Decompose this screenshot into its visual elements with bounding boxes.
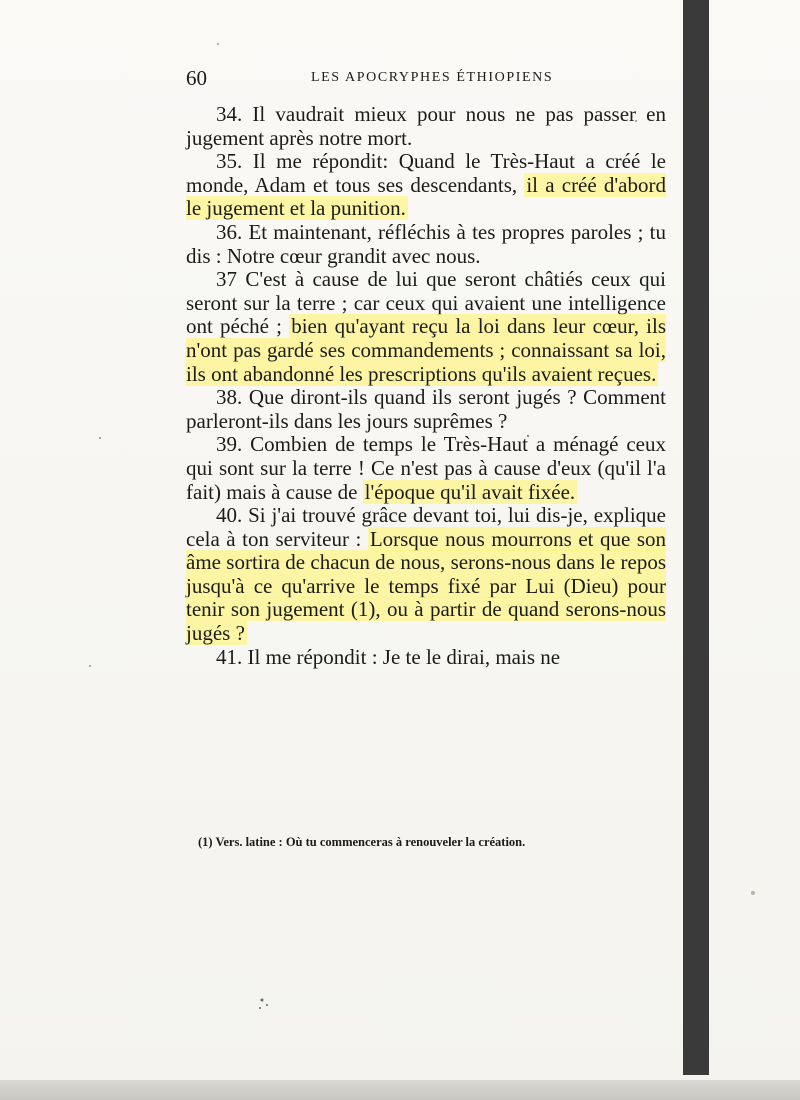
paragraph-40 xyxy=(186,504,666,646)
paragraph-text: 36. Et maintenant, réfléchis à tes propres paroles ; tu dis : Notre cœur grandit avec nous. xyxy=(186,219,666,268)
paragraph-text: 37 C'est à cause de lui que seront châtiés ceux qui seront sur la terre ; car ceux qui avaient une intelligence ont péché ; xyxy=(186,267,666,339)
page-header xyxy=(186,66,666,92)
highlighted-text: l'époque qu'il avait fixée. xyxy=(364,479,576,504)
highlighted-text: Lorsque nous mourrons et que son âme sortira de chacun de nous, serons-nous dans le repos jusqu'à ce qu'arrive le temps fixé par Lui (Dieu) pour tenir son jugement (1), ou à partir de quand serons-nous jugés ? xyxy=(186,526,666,646)
running-title: LES APOCRYPHES ÉTHIOPIENS xyxy=(311,70,554,85)
paragraph-37 xyxy=(186,268,666,386)
paragraph-36 xyxy=(186,221,666,268)
paragraph-38 xyxy=(186,386,666,433)
paragraph-text: 41. Il me répondit : Je te le dirai, mais ne xyxy=(216,644,561,669)
paragraph-35 xyxy=(186,150,666,221)
highlighted-text: il a créé d'abord le jugement et la punition. xyxy=(186,172,667,221)
highlighted-text: bien qu'ayant reçu la loi dans leur cœur, ils n'ont pas gardé ses commandements ; connaissant sa loi, ils ont abandonné les prescriptions qu'ils avaient reçues. xyxy=(186,314,666,386)
body-text xyxy=(186,103,666,669)
paragraph-41 xyxy=(186,646,666,670)
paragraph-39 xyxy=(186,433,666,504)
paragraph-text: 40. Si j'ai trouvé grâce devant toi, lui dis-je, explique cela à ton serviteur : xyxy=(186,503,666,551)
paragraph-text: 34. Il vaudrait mieux pour nous ne pas passer en jugement après notre mort. xyxy=(186,102,666,150)
footnote: (1) Vers. latine : Où tu commenceras à renouveler la création. xyxy=(198,835,526,849)
paragraph-34 xyxy=(186,103,666,150)
paragraph-text: 38. Que diront-ils quand ils seront jugés ? Comment parleront-ils dans les jours suprêmes ? xyxy=(186,385,666,433)
paragraph-text: 35. Il me répondit: Quand le Très-Haut a créé le monde, Adam et tous ses descendants, xyxy=(186,149,666,197)
paragraph-text: 39. Combien de temps le Très-Haut a ménagé ceux qui sont sur la terre ! Ce n'est pas à cause d'eux (qu'il l'a fait) mais à cause de xyxy=(186,432,666,504)
page-number: 60 xyxy=(186,66,207,90)
